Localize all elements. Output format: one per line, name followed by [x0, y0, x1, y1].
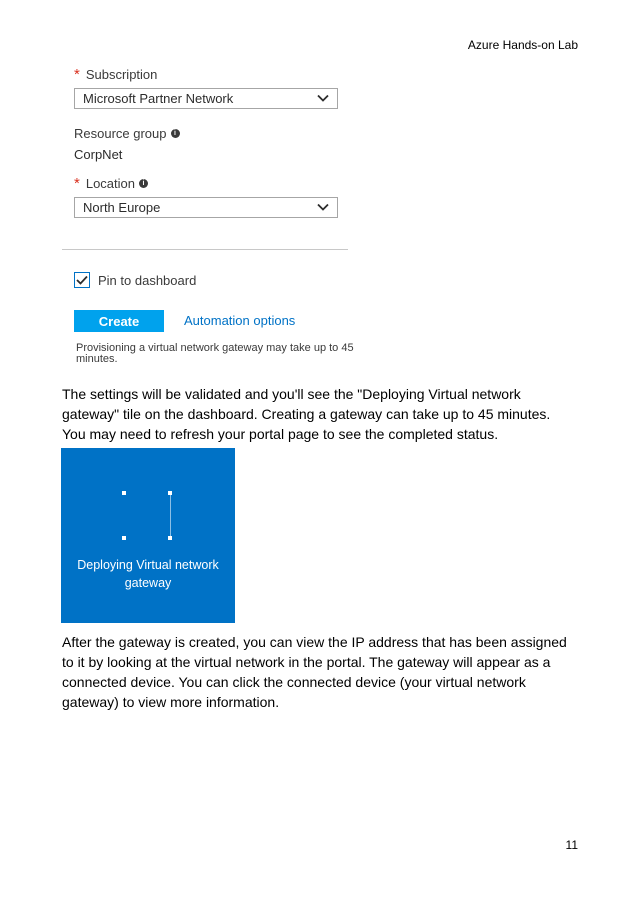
pin-to-dashboard-label: Pin to dashboard — [98, 272, 197, 288]
checkmark-icon — [76, 275, 88, 285]
automation-options-link[interactable]: Automation options — [184, 313, 296, 328]
resource-group-label-row — [74, 126, 180, 141]
required-asterisk: * — [74, 66, 80, 83]
subscription-label-row — [74, 67, 157, 82]
chevron-down-icon — [317, 93, 329, 103]
provisioning-note: Provisioning a virtual network gateway may take up to 45 minutes. — [76, 342, 354, 365]
location-label: Location — [85, 176, 135, 191]
location-select[interactable] — [74, 197, 338, 218]
info-icon: i — [171, 129, 180, 138]
deploying-tile — [61, 448, 235, 623]
subscription-select[interactable] — [74, 88, 338, 109]
subscription-label: Subscription — [85, 67, 158, 82]
pin-to-dashboard-row[interactable] — [74, 272, 196, 288]
tile-progress-line — [170, 494, 171, 538]
tile-dot — [122, 491, 126, 495]
paragraph-after-created: After the gateway is created, you can view the IP address that has been assigned to it by looking at the virtual network in the portal. The gateway will appear as a connected device. You can click the connected device (your virtual network gateway) to view more information. — [62, 634, 567, 710]
location-label-row — [74, 176, 148, 191]
info-icon: i — [139, 179, 148, 188]
subscription-selected-value: Microsoft Partner Network — [83, 91, 234, 106]
location-selected-value: North Europe — [83, 200, 161, 215]
create-button[interactable]: Create — [74, 310, 164, 332]
page-header-title: Azure Hands-on Lab — [467, 38, 578, 52]
tile-dot — [122, 536, 126, 540]
paragraph-validation: The settings will be validated and you'll see the "Deploying Virtual network gateway" tile on the dashboard. Creating a gateway can take up to 45 minutes. You may need to refresh your portal page to see the completed status. — [62, 386, 551, 442]
pin-to-dashboard-checkbox[interactable] — [74, 272, 90, 288]
chevron-down-icon — [317, 202, 329, 212]
resource-group-value: CorpNet — [74, 147, 123, 162]
required-asterisk: * — [74, 175, 80, 192]
page-number: 11 — [565, 838, 578, 852]
section-divider — [62, 249, 348, 250]
tile-label: Deploying Virtual network gateway — [77, 558, 219, 590]
resource-group-label: Resource group — [74, 126, 167, 141]
